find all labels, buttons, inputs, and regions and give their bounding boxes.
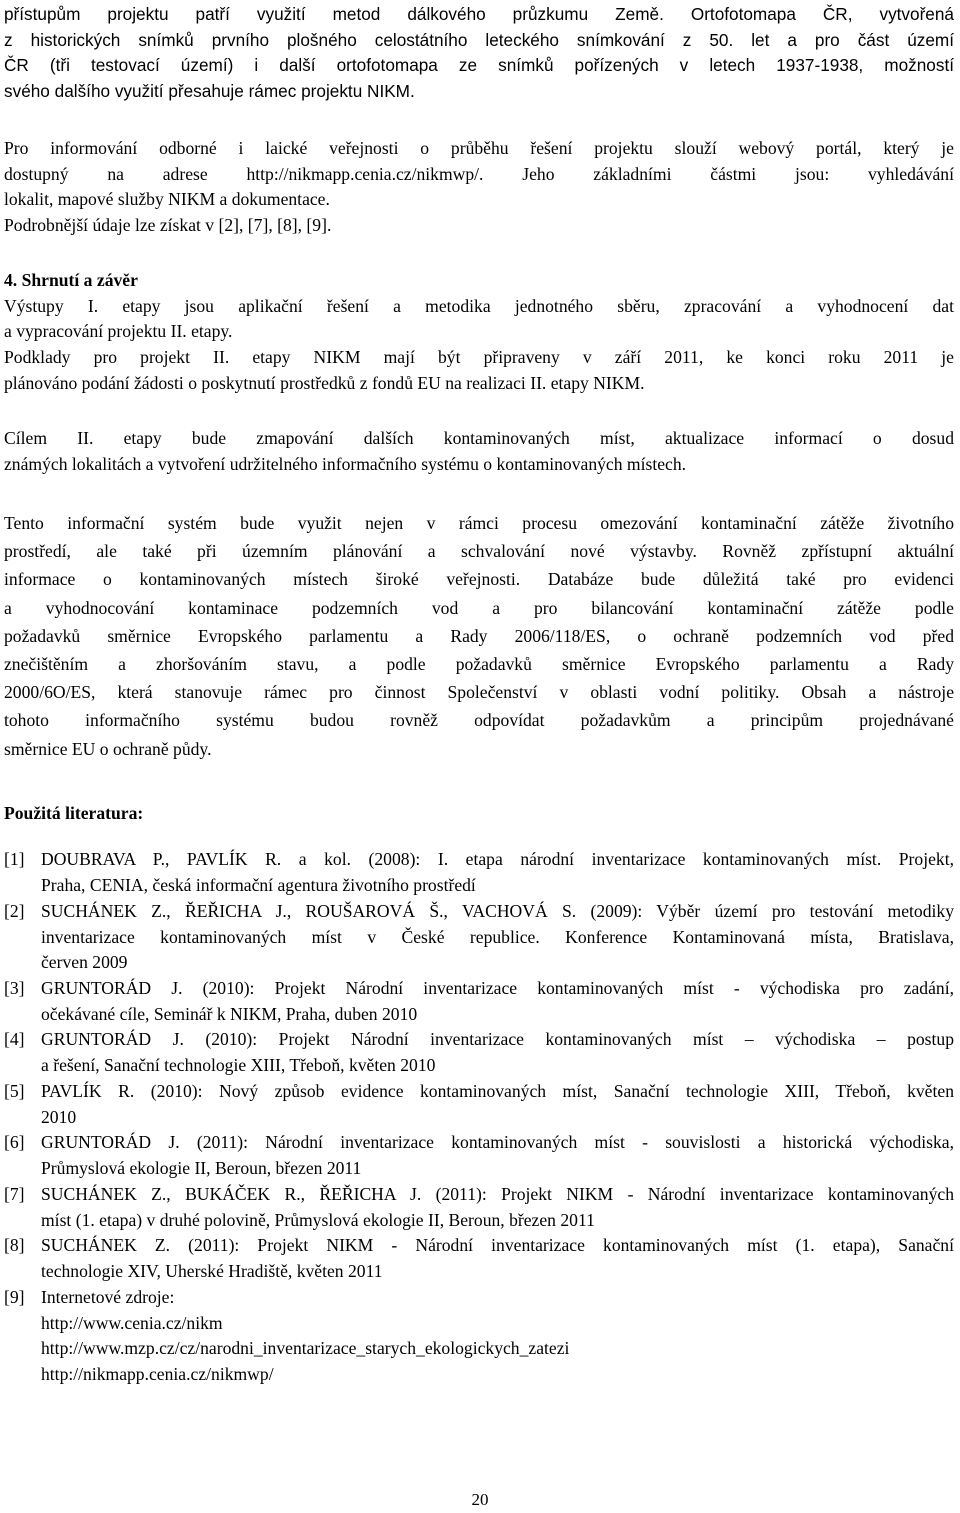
- text-line: Internetové zdroje:: [41, 1287, 175, 1307]
- system-paragraph: [4, 509, 954, 763]
- reference-item: [4, 1027, 954, 1078]
- text-line: SUCHÁNEK Z., BUKÁČEK R., ŘEŘICHA J. (2011): Projekt NIKM - Národní inventarizace kontaminovaných: [41, 1184, 954, 1204]
- text-line: Tento informační systém bude využit nejen v rámci procesu omezování kontaminační zátěže životního: [4, 513, 954, 533]
- text-line: a vyhodnocování kontaminace podzemních vod a pro bilancování kontaminační zátěže podle: [4, 597, 954, 618]
- reference-item: [4, 1079, 954, 1130]
- text-line: Pro informování odborné i laické veřejnosti o průběhu řešení projektu slouží webový portál, který je: [4, 138, 954, 158]
- reference-number: [9]: [4, 1287, 25, 1307]
- text-line: Výstupy I. etapy jsou aplikační řešení a metodika jednotného sběru, zpracování a vyhodnocení dat: [4, 295, 954, 316]
- text-line: GRUNTORÁD J. (2010): Projekt Národní inventarizace kontaminovaných míst - východiska pro zadání,: [41, 978, 954, 998]
- text-line: míst (1. etapa) v druhé polovině, Průmyslová ekologie II, Beroun, březen 2011: [41, 1209, 595, 1230]
- reference-number: [7]: [4, 1184, 25, 1204]
- reference-item: [4, 1130, 954, 1181]
- link-mzp-zateze[interactable]: http://www.mzp.cz/cz/narodni_inventarizace_starych_ekologickych_zatezi: [41, 1338, 570, 1359]
- reference-number: [2]: [4, 901, 25, 921]
- reference-item: [4, 976, 954, 1027]
- text-line: PAVLÍK R. (2010): Nový způsob evidence kontaminovaných míst, Sanační technologie XIII, Třeboň, květen: [41, 1081, 954, 1101]
- text-line: inventarizace kontaminovaných míst v České republice. Konference Kontaminovaná místa, Bratislava,: [41, 926, 954, 947]
- text-line: informace o kontaminovaných místech široké veřejnosti. Databáze bude důležitá také pro evidenci: [4, 569, 954, 590]
- text-line: GRUNTORÁD J. (2011): Národní inventarizace kontaminovaných míst - souvislosti a historická východiska,: [41, 1132, 954, 1152]
- reference-item: [4, 899, 954, 976]
- text-line: GRUNTORÁD J. (2010): Projekt Národní inventarizace kontaminovaných míst – východiska – postup: [41, 1029, 954, 1049]
- text-line: známých lokalitách a vytvoření udržitelného informačního systému o kontaminovaných místech.: [4, 453, 687, 474]
- goal-paragraph: [4, 426, 954, 477]
- text-line: technologie XIV, Uherské Hradiště, květen 2011: [41, 1260, 383, 1281]
- reference-item: [4, 1182, 954, 1233]
- text-line: plánováno podání žádosti o poskytnutí prostředků z fondů EU na realizaci II. etapy NIKM.: [4, 372, 645, 393]
- text-line: DOUBRAVA P., PAVLÍK R. a kol. (2008): I. etapa národní inventarizace kontaminovaných míst. Projekt,: [41, 849, 954, 869]
- text-line: směrnice EU o ochraně půdy.: [4, 738, 212, 759]
- text-line: očekávané cíle, Seminář k NIKM, Praha, duben 2010: [41, 1003, 418, 1024]
- reference-number: [6]: [4, 1132, 25, 1152]
- text-line: červen 2009: [41, 952, 128, 973]
- text-line: tohoto informačního systému budou rovněž odpovídat požadavkům a principům projednávané: [4, 710, 954, 731]
- literature-heading: Použitá literatura:: [4, 803, 144, 823]
- reference-item: [4, 847, 954, 898]
- intro-paragraph: [4, 2, 954, 105]
- reference-number: [1]: [4, 849, 25, 869]
- text-line: a vypracování projektu II. etapy.: [4, 321, 233, 342]
- text-line: 2000/6O/ES, která stanovuje rámec pro činnost Společenství v oblasti vodní politiky. Obsah a nástroje: [4, 682, 954, 703]
- reference-item: [4, 1285, 954, 1388]
- portal-paragraph: [4, 136, 954, 239]
- text-line: požadavků směrnice Evropského parlamentu a Rady 2006/118/ES, o ochraně podzemních vod před: [4, 625, 954, 646]
- text-line: SUCHÁNEK Z., ŘEŘICHA J., ROUŠAROVÁ Š., VACHOVÁ S. (2009): Výběr území pro testování metodiky: [41, 901, 954, 921]
- text-line: lokalit, mapové služby NIKM a dokumentace.: [4, 189, 330, 210]
- text-line: a řešení, Sanační technologie XIII, Třeboň, květen 2010: [41, 1054, 436, 1075]
- page-number: 20: [471, 1490, 489, 1509]
- text-line: 2010: [41, 1106, 77, 1127]
- text-line: Praha, CENIA, česká informační agentura životního prostředí: [41, 874, 476, 895]
- reference-number: [5]: [4, 1081, 25, 1101]
- link-nikmapp-portal[interactable]: http://nikmapp.cenia.cz/nikmwp/: [41, 1364, 274, 1385]
- text-line: Podrobnější údaje lze získat v [2], [7], [8], [9].: [4, 215, 332, 236]
- text-line: dostupný na adrese http://nikmapp.cenia.cz/nikmwp/. Jeho základními částmi jsou: vyhledávání: [4, 163, 954, 184]
- text-line: Podklady pro projekt II. etapy NIKM mají být připraveny v září 2011, ke konci roku 2011 je: [4, 347, 954, 368]
- reference-number: [8]: [4, 1235, 25, 1255]
- text-line: ČR (tři testovací území) i další ortofotomapa ze snímků pořízených v letech 1937-1938, možností: [4, 55, 954, 76]
- text-line: znečištěním a zhoršováním stavu, a podle požadavků směrnice Evropského parlamentu a Rady: [4, 654, 954, 675]
- reference-number: [3]: [4, 978, 25, 998]
- text-line: Průmyslová ekologie II, Beroun, březen 2011: [41, 1157, 362, 1178]
- section-heading: 4. Shrnutí a závěr: [4, 270, 138, 290]
- reference-number: [4]: [4, 1029, 25, 1049]
- link-cenia-nikm[interactable]: http://www.cenia.cz/nikm: [41, 1312, 223, 1333]
- text-line: svého dalšího využití přesahuje rámec projektu NIKM.: [4, 81, 415, 102]
- text-line: z historických snímků prvního plošného celostátního leteckého snímkování z 50. let a pro část území: [4, 29, 954, 50]
- text-line: prostředí, ale také při územním plánování a schvalování nové výstavby. Rovněž zpřístupní aktuální: [4, 541, 954, 562]
- text-line: Cílem II. etapy bude zmapování dalších kontaminovaných míst, aktualizace informací o dosud: [4, 428, 954, 448]
- reference-item: [4, 1233, 954, 1284]
- text-line: přístupům projektu patří využití metod dálkového průzkumu Země. Ortofotomapa ČR, vytvořená: [4, 4, 954, 24]
- literature-heading-block: [4, 801, 954, 827]
- section-4: [4, 268, 954, 397]
- text-line: SUCHÁNEK Z. (2011): Projekt NIKM - Národní inventarizace kontaminovaných míst (1. etapa), Sanační: [41, 1235, 954, 1255]
